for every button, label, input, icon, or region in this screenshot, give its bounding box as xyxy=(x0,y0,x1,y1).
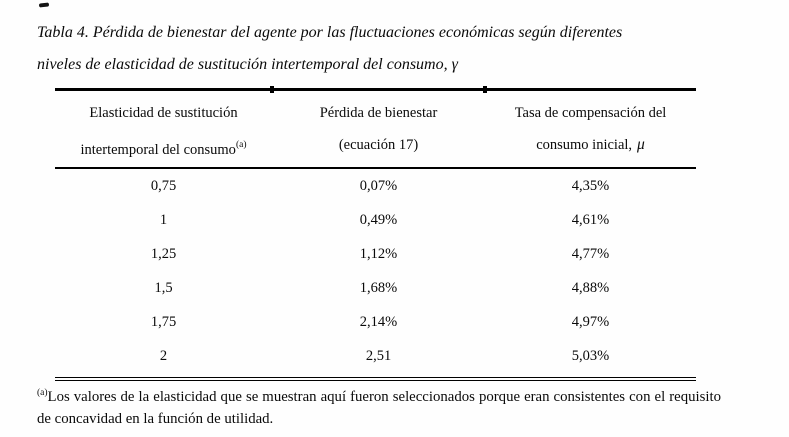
footnote-reference-marker: (a) xyxy=(235,140,247,150)
table-row xyxy=(55,237,696,271)
scan-artifact-mark xyxy=(39,2,49,7)
table-caption xyxy=(37,17,752,81)
header-line: Pérdida de bienestar xyxy=(319,105,438,121)
cell-elasticidad: 0,75 xyxy=(150,177,177,194)
table-row xyxy=(55,203,696,237)
cell-tasa: 4,97% xyxy=(571,313,610,330)
header-line: (ecuación 17) xyxy=(338,137,419,153)
data-table xyxy=(55,88,696,381)
column-separator-tick xyxy=(270,86,274,93)
cell-perdida: 1,68% xyxy=(359,279,398,296)
cell-tasa: 4,61% xyxy=(571,211,610,228)
cell-perdida: 0,07% xyxy=(359,177,398,194)
table-footnote xyxy=(37,383,721,430)
header-line: consumo inicial, μ xyxy=(536,136,645,153)
cell-elasticidad: 2 xyxy=(159,347,168,364)
cell-tasa: 4,88% xyxy=(571,279,610,296)
mu-symbol: μ xyxy=(637,136,645,153)
column-separator-tick xyxy=(483,86,487,93)
table-bottom-double-rule xyxy=(55,377,696,381)
cell-tasa: 4,77% xyxy=(571,245,610,262)
table-header-row xyxy=(55,91,696,169)
cell-perdida: 1,12% xyxy=(359,245,398,262)
table-body xyxy=(55,169,696,373)
cell-elasticidad: 1,25 xyxy=(150,245,177,262)
cell-perdida: 0,49% xyxy=(359,211,398,228)
cell-tasa: 4,35% xyxy=(571,177,610,194)
header-cell-elasticidad xyxy=(55,91,272,167)
caption-line-2: niveles de elasticidad de sustitución intertemporal del consumo, γ xyxy=(37,56,458,73)
cell-tasa: 5,03% xyxy=(571,347,610,364)
table-row xyxy=(55,339,696,373)
cell-elasticidad: 1 xyxy=(159,211,168,228)
cell-elasticidad: 1,5 xyxy=(154,279,173,296)
footnote-text: Los valores de la elasticidad que se muestran aquí fueron seleccionados porque eran consistentes con el requisito de concavidad en la función de utilidad. xyxy=(37,389,721,427)
header-line: Elasticidad de sustitución xyxy=(89,105,238,121)
header-line: intertemporal del consumo$^{(a)}$ xyxy=(80,140,247,158)
header-line: Tasa de compensación del xyxy=(514,105,667,121)
cell-elasticidad: 1,75 xyxy=(150,313,177,330)
header-cell-tasa xyxy=(485,91,696,167)
header-cell-perdida xyxy=(272,91,485,167)
table-row xyxy=(55,169,696,203)
cell-perdida: 2,51 xyxy=(365,347,392,364)
table-row xyxy=(55,305,696,339)
footnote-superscript-marker: (a) xyxy=(37,388,48,398)
table-row xyxy=(55,271,696,305)
table-top-rule xyxy=(55,88,696,91)
cell-perdida: 2,14% xyxy=(359,313,398,330)
caption-line-1: Tabla 4. Pérdida de bienestar del agente por las fluctuaciones económicas según diferentes xyxy=(37,24,623,41)
